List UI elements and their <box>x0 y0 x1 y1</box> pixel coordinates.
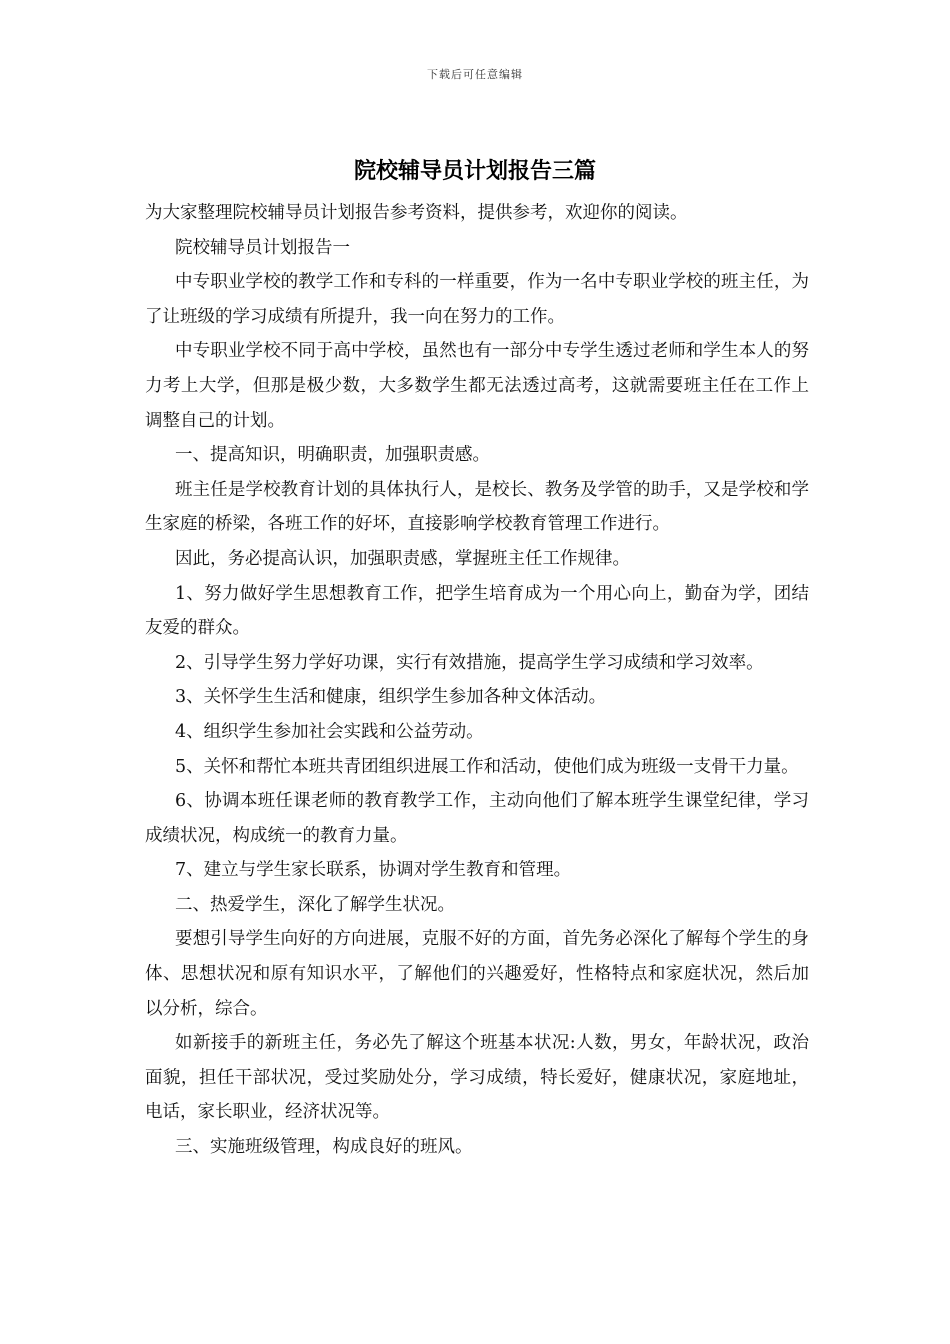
body-paragraph: 要想引导学生向好的方向进展，克服不好的方面，首先务必深化了解每个学生的身体、思想状况和原有知识水平，了解他们的兴趣爱好，性格特点和家庭状况，然后加以分析，综合。 <box>145 929 809 1019</box>
body-paragraph: 班主任是学校教育计划的具体执行人，是校长、教务及学管的助手，又是学校和学生家庭的桥梁，各班工作的好坏，直接影响学校教育管理工作进行。 <box>145 479 809 535</box>
body-paragraph: 3、关怀学生生活和健康，组织学生参加各种文体活动。 <box>175 687 607 708</box>
body-paragraph: 因此，务必提高认识，加强职责感，掌握班主任工作规律。 <box>175 548 630 569</box>
body-paragraph: 如新接手的新班主任，务必先了解这个班基本状况:人数，男女，年龄状况，政治面貌，担任干部状况，受过奖励处分，学习成绩，特长爱好，健康状况，家庭地址，电话，家长职业，经济状况等。 <box>145 1033 809 1123</box>
document-body <box>145 196 809 1165</box>
body-paragraph: 为大家整理院校辅导员计划报告参考资料，提供参考，欢迎你的阅读。 <box>145 203 688 223</box>
body-paragraph: 7、建立与学生家长联系，协调对学生教育和管理。 <box>175 860 572 881</box>
body-paragraph: 院校辅导员计划报告一 <box>175 237 350 258</box>
body-paragraph: 一、提高知识，明确职责，加强职责感。 <box>175 445 490 466</box>
body-paragraph: 三、实施班级管理，构成良好的班风。 <box>175 1137 473 1158</box>
body-paragraph: 中专职业学校不同于高中学校，虽然也有一部分中专学生透过老师和学生本人的努力考上大学，但那是极少数，大多数学生都无法透过高考，这就需要班主任在工作上调整自己的计划。 <box>145 341 809 431</box>
body-paragraph: 二、热爱学生，深化了解学生状况。 <box>175 894 455 915</box>
body-paragraph: 5、关怀和帮忙本班共青团组织进展工作和活动，使他们成为班级一支骨干力量。 <box>175 756 799 777</box>
body-paragraph: 中专职业学校的教学工作和专科的一样重要，作为一名中专职业学校的班主任，为了让班级的学习成绩有所提升，我一向在努力的工作。 <box>145 272 809 327</box>
body-paragraph: 6、协调本班任课老师的教育教学工作，主动向他们了解本班学生课堂纪律，学习成绩状况，构成统一的教育力量。 <box>145 791 809 846</box>
body-paragraph: 1、努力做好学生思想教育工作，把学生培育成为一个用心向上，勤奋为学，团结友爱的群众。 <box>145 583 809 639</box>
document-title: 院校辅导员计划报告三篇 <box>353 158 596 184</box>
header-note: 下载后可任意编辑 <box>427 68 523 81</box>
body-paragraph: 4、组织学生参加社会实践和公益劳动。 <box>175 721 484 742</box>
body-paragraph: 2、引导学生努力学好功课，实行有效措施，提高学生学习成绩和学习效率。 <box>175 652 764 673</box>
